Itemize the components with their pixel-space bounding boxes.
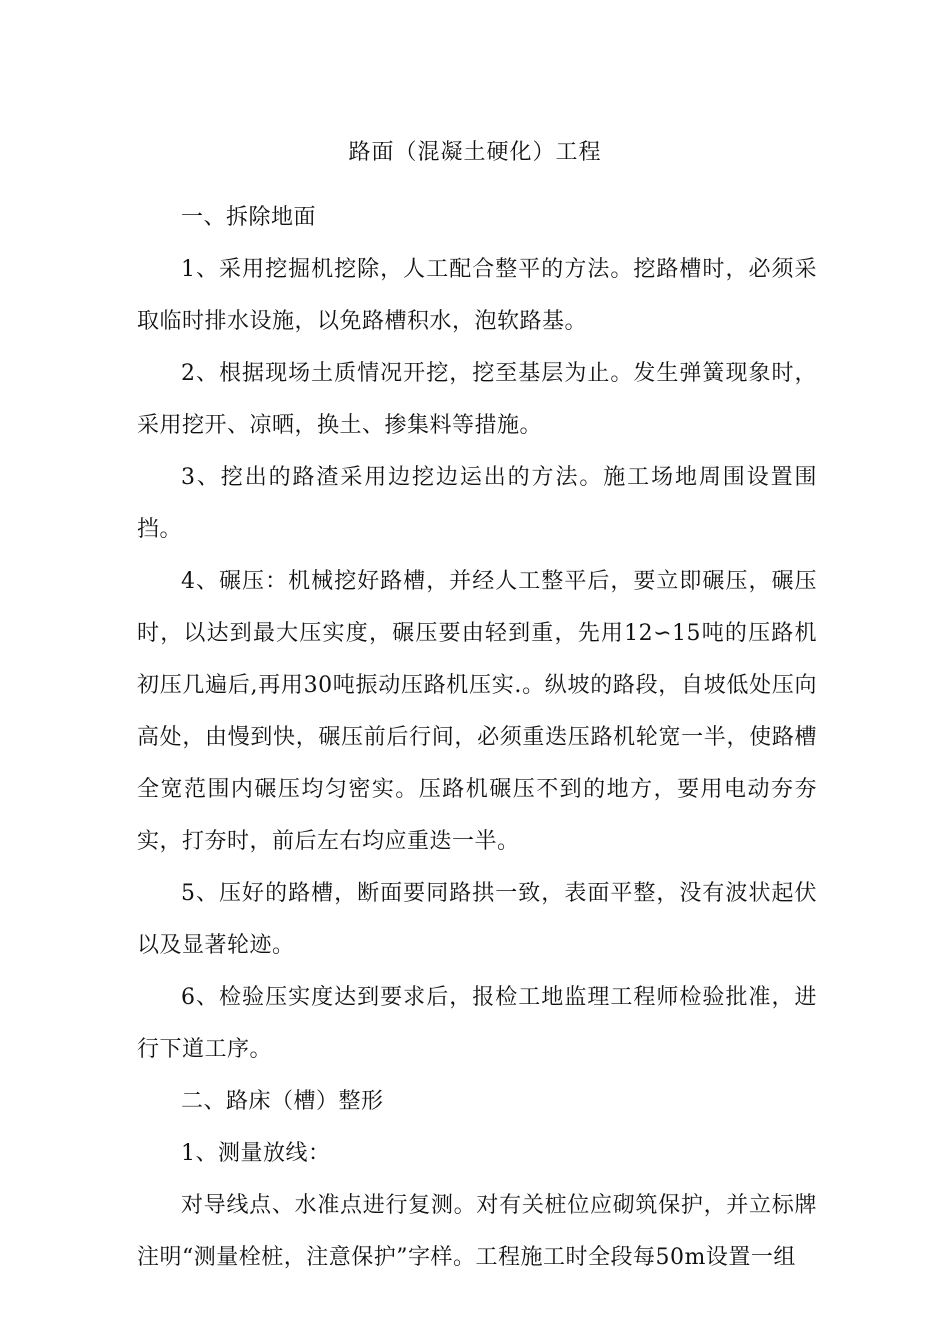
paragraph-survey-control: 对导线点、水准点进行复测。对有关桩位应砌筑保护，并立标牌注明“测量栓桩，注意保护”字样。工程施工时全段每50m设置一组: [137, 1193, 817, 1270]
document-title: 路面（混凝土硬化）工程: [348, 140, 602, 165]
document-body: [137, 192, 817, 1284]
paragraph-compaction: 4、碾压：机械挖好路槽，并经人工整平后，要立即碾压，碾压时，以达到最大压实度，碾压要由轻到重，先用12∽15吨的压路机初压几遍后,再用30吨振动压路机压实.。纵坡的路段，自坡低处压向高处，由慢到快，碾压前后行间，必须重迭压路机轮宽一半，使路槽全宽范围内碾压均匀密实。压路机碾压不到的地方，要用电动夯夯实，打夯时，前后左右均应重迭一半。: [137, 569, 817, 854]
subsection-heading-survey: 1、测量放线：: [181, 1141, 331, 1166]
section-heading-subgrade-shaping: 二、路床（槽）整形: [181, 1089, 384, 1114]
paragraph-debris-removal: 3、挖出的路渣采用边挖边运出的方法。施工场地周围设置围挡。: [137, 465, 817, 542]
paragraph-excavation-method: 1、采用挖掘机挖除，人工配合整平的方法。挖路槽时，必须采取临时排水设施，以免路槽积水，泡软路基。: [137, 257, 817, 334]
paragraph-inspection: 6、检验压实度达到要求后，报检工地监理工程师检验批准，进行下道工序。: [137, 985, 817, 1062]
section-heading-demolition: 一、拆除地面: [181, 205, 317, 230]
paragraph-subgrade-surface: 5、压好的路槽，断面要同路拱一致，表面平整，没有波状起伏以及显著轮迹。: [137, 881, 817, 958]
paragraph-excavation-depth: 2、根据现场土质情况开挖，挖至基层为止。发生弹簧现象时，采用挖开、凉晒，换土、掺集料等措施。: [137, 361, 817, 438]
